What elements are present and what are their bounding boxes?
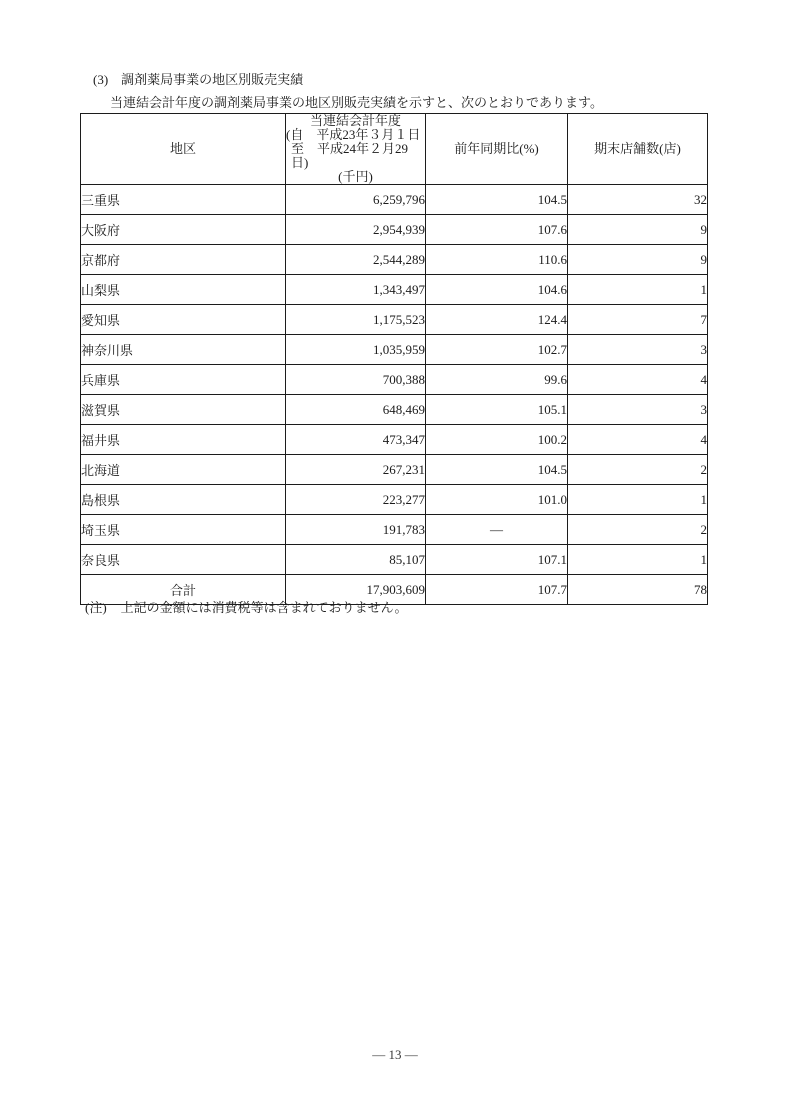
sales-cell: 648,469 <box>286 395 426 425</box>
page-number: ― 13 ― <box>372 1047 418 1062</box>
yoy-cell: 104.5 <box>426 455 568 485</box>
sales-cell: 267,231 <box>286 455 426 485</box>
table-header-row <box>81 114 708 185</box>
yoy-cell: 107.1 <box>426 545 568 575</box>
total-label: 合計 <box>81 575 286 605</box>
sales-cell: 191,783 <box>286 515 426 545</box>
total-sales-cell: 17,903,609 <box>286 575 426 605</box>
stores-cell: 2 <box>568 455 708 485</box>
region-cell: 奈良県 <box>81 545 286 575</box>
stores-cell: 9 <box>568 215 708 245</box>
sales-cell: 85,107 <box>286 545 426 575</box>
yoy-cell: 104.5 <box>426 185 568 215</box>
region-cell: 愛知県 <box>81 305 286 335</box>
header-yoy: 前年同期比(%) <box>426 114 568 185</box>
yoy-cell: 101.0 <box>426 485 568 515</box>
table-row <box>81 275 708 305</box>
regional-sales-table <box>80 113 708 605</box>
table-row <box>81 365 708 395</box>
total-yoy-cell: 107.7 <box>426 575 568 605</box>
yoy-cell: 110.6 <box>426 245 568 275</box>
header-fiscal-year-to: 至 平成24年２月29日) <box>291 141 409 170</box>
table-row <box>81 395 708 425</box>
header-fiscal-year <box>286 114 426 185</box>
stores-cell: 9 <box>568 245 708 275</box>
header-fiscal-year-dates <box>286 128 425 170</box>
region-cell: 埼玉県 <box>81 515 286 545</box>
yoy-cell: 99.6 <box>426 365 568 395</box>
table-row <box>81 515 708 545</box>
region-cell: 大阪府 <box>81 215 286 245</box>
table-row <box>81 245 708 275</box>
sales-cell: 2,954,939 <box>286 215 426 245</box>
region-cell: 北海道 <box>81 455 286 485</box>
yoy-cell: 104.6 <box>426 275 568 305</box>
table-row <box>81 305 708 335</box>
table-row <box>81 455 708 485</box>
region-cell: 兵庫県 <box>81 365 286 395</box>
region-cell: 神奈川県 <box>81 335 286 365</box>
table-row <box>81 185 708 215</box>
yoy-cell: 107.6 <box>426 215 568 245</box>
sales-cell: 223,277 <box>286 485 426 515</box>
sales-cell: 1,175,523 <box>286 305 426 335</box>
sales-cell: 1,035,959 <box>286 335 426 365</box>
footnote <box>85 597 407 616</box>
stores-cell: 7 <box>568 305 708 335</box>
stores-cell: 4 <box>568 425 708 455</box>
header-fiscal-year-unit: (千円) <box>338 169 373 184</box>
region-cell: 島根県 <box>81 485 286 515</box>
yoy-cell: 100.2 <box>426 425 568 455</box>
total-stores-cell: 78 <box>568 575 708 605</box>
stores-cell: 1 <box>568 485 708 515</box>
sales-cell: 473,347 <box>286 425 426 455</box>
intro-text: 当連結会計年度の調剤薬局事業の地区別販売実績を示すと、次のとおりであります。 <box>110 95 603 110</box>
footnote-label: (注) <box>85 600 107 615</box>
section-title-text: 調剤薬局事業の地区別販売実績 <box>121 72 304 87</box>
region-cell: 三重県 <box>81 185 286 215</box>
stores-cell: 3 <box>568 395 708 425</box>
table-row <box>81 335 708 365</box>
table-row <box>81 545 708 575</box>
yoy-cell: 102.7 <box>426 335 568 365</box>
yoy-cell: 124.4 <box>426 305 568 335</box>
header-fiscal-year-title: 当連結会計年度 <box>309 113 401 128</box>
header-region: 地区 <box>81 114 286 185</box>
table-body <box>81 185 708 575</box>
header-fiscal-year-from: (自 平成23年３月１日 <box>286 127 421 142</box>
region-cell: 福井県 <box>81 425 286 455</box>
section-number: (3) <box>93 72 109 87</box>
header-stores: 期末店舗数(店) <box>568 114 708 185</box>
stores-cell: 3 <box>568 335 708 365</box>
stores-cell: 4 <box>568 365 708 395</box>
stores-cell: 1 <box>568 545 708 575</box>
region-cell: 山梨県 <box>81 275 286 305</box>
yoy-cell: 105.1 <box>426 395 568 425</box>
table-row <box>81 485 708 515</box>
sales-cell: 1,343,497 <box>286 275 426 305</box>
sales-cell: 6,259,796 <box>286 185 426 215</box>
footnote-text: 上記の金額には消費税等は含まれておりません。 <box>120 600 408 615</box>
stores-cell: 2 <box>568 515 708 545</box>
section-title <box>93 69 303 88</box>
sales-cell: 2,544,289 <box>286 245 426 275</box>
table-row <box>81 425 708 455</box>
sales-cell: 700,388 <box>286 365 426 395</box>
stores-cell: 32 <box>568 185 708 215</box>
stores-cell: 1 <box>568 275 708 305</box>
yoy-cell: ― <box>426 515 568 545</box>
table-row <box>81 215 708 245</box>
region-cell: 滋賀県 <box>81 395 286 425</box>
region-cell: 京都府 <box>81 245 286 275</box>
